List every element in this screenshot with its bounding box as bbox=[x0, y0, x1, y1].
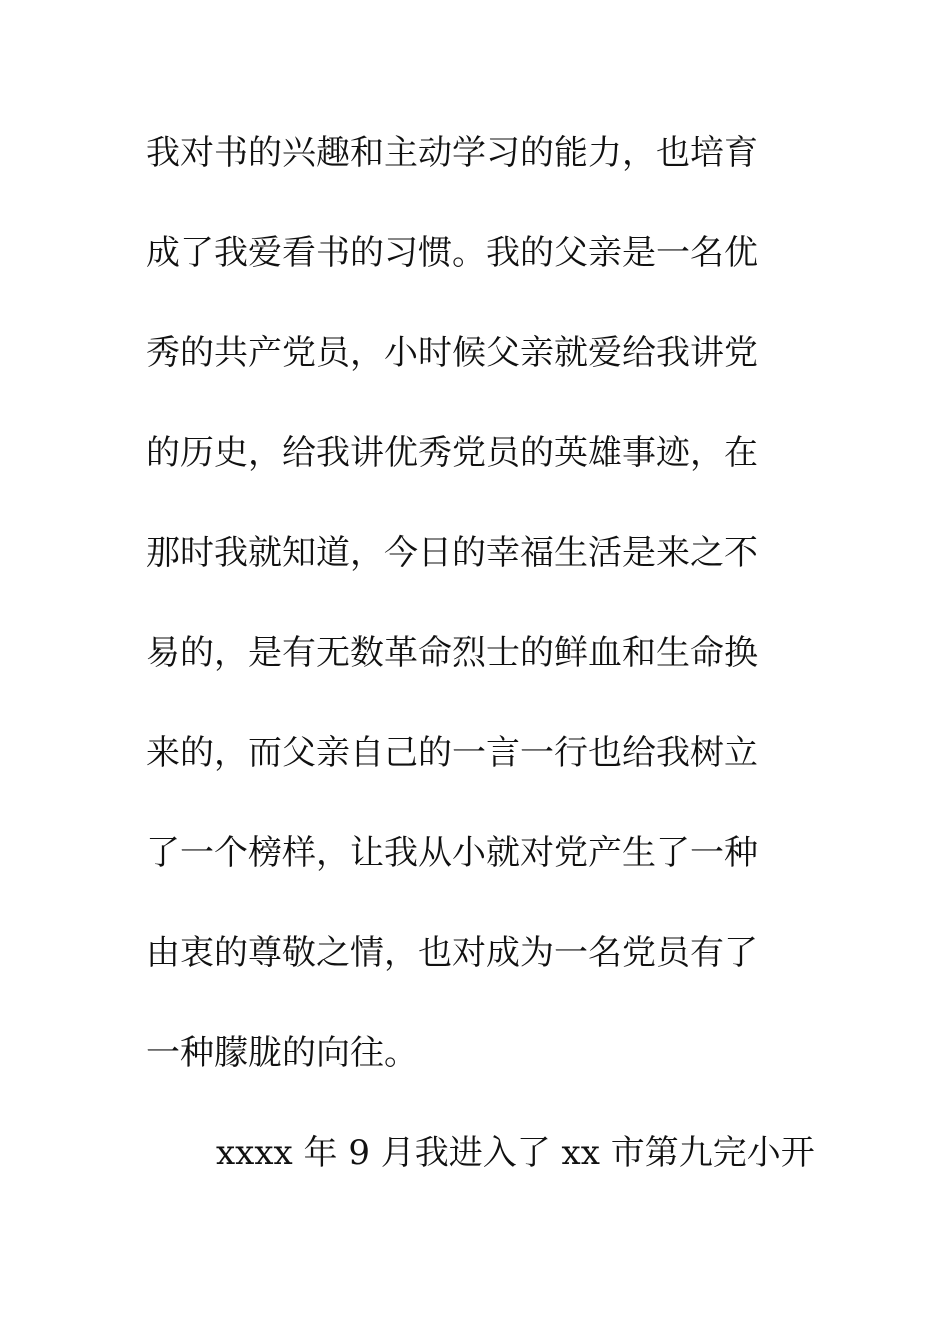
text-line: 易的，是有无数革命烈士的鲜血和生命换 bbox=[146, 633, 758, 673]
text-line: 由衷的尊敬之情，也对成为一名党员有了 bbox=[146, 933, 758, 973]
text-line: 的历史，给我讲优秀党员的英雄事迹，在 bbox=[146, 433, 758, 473]
text-line: 那时我就知道，今日的幸福生活是来之不 bbox=[146, 533, 758, 573]
text-line: 我对书的兴趣和主动学习的能力，也培育 bbox=[146, 133, 758, 173]
text-line: 了一个榜样，让我从小就对党产生了一种 bbox=[146, 833, 758, 873]
text-line: 一种朦胧的向往。 bbox=[146, 1033, 418, 1073]
document-body bbox=[146, 124, 815, 1224]
text-line: 来的，而父亲自己的一言一行也给我树立 bbox=[146, 733, 758, 773]
paragraph-start-line: xxxx 年 9 月我进入了 xx 市第九完小开 bbox=[216, 1133, 815, 1173]
text-line: 成了我爱看书的习惯。我的父亲是一名优 bbox=[146, 233, 758, 273]
text-line: 秀的共产党员，小时候父亲就爱给我讲党 bbox=[146, 333, 758, 373]
